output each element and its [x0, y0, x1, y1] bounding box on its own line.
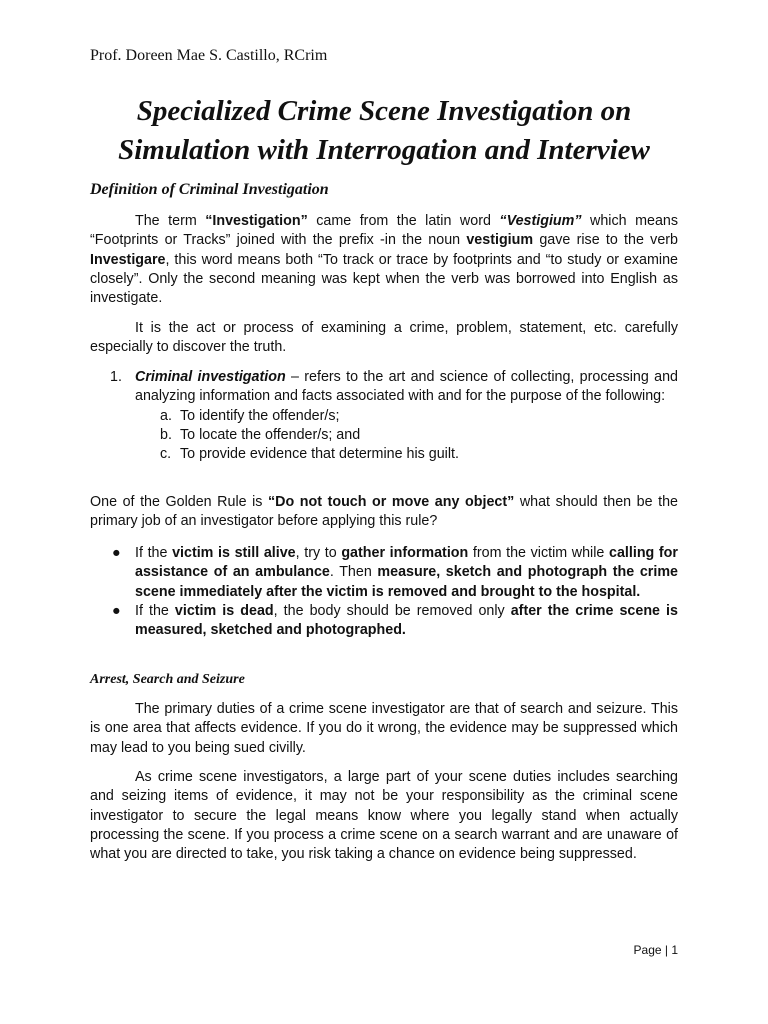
paragraph-act-definition: It is the act or process of examining a crime, problem, statement, etc. carefully especially to discover the truth.	[90, 320, 678, 356]
list-item	[160, 407, 678, 426]
item-text: To locate the offender/s; and	[180, 426, 361, 443]
bullet-item-victim-alive	[110, 544, 678, 602]
section-heading-definition: Definition of Criminal Investigation	[90, 181, 329, 198]
lettered-sublist	[160, 407, 678, 465]
numbered-list	[110, 368, 678, 464]
bold-run: victim is dead	[174, 602, 274, 619]
bold-run: victim is still alive	[172, 545, 296, 561]
bold-golden-rule: “Do not touch or move any object”	[268, 494, 515, 510]
item-letter: c.	[160, 446, 172, 463]
list-item	[160, 445, 678, 464]
paragraph-etymology	[90, 212, 678, 308]
text-run: , try to	[295, 545, 342, 561]
text-run: , the body should be removed only	[273, 602, 511, 619]
bold-run: gather information	[341, 545, 469, 561]
paragraph-golden-rule	[90, 493, 678, 532]
text-run: The term	[135, 213, 206, 229]
paragraph-scene-duties: As crime scene investigators, a large part of your scene duties includes searching and seizing items of evidence, it may not be your responsibility as the criminal scene investigator to secure the legal means know where you legally stand when actually processing the scene. If you process a crime scene on a search warrant and are unaware of what you are directed to take, you risk taking a chance on evidence being suppressed.	[90, 769, 678, 863]
author-name: Prof. Doreen Mae S. Castillo, RCrim	[90, 47, 328, 64]
text-run: If the	[135, 545, 173, 561]
bold-term-investigare: Investigare	[90, 251, 166, 268]
bold-italic-term-vestigium: “Vestigium”	[499, 213, 582, 229]
list-item	[160, 426, 678, 445]
bullet-item-victim-dead	[110, 602, 678, 641]
bold-term-investigation: “Investigation”	[205, 213, 308, 229]
text-run: . Then	[329, 564, 378, 581]
bold-run: measure, sketch and photograph the crime scene immediately after the victim is removed and brought to the hospital.	[135, 564, 678, 600]
term-criminal-investigation: Criminal investigation	[135, 369, 286, 385]
bold-run: after the crime scene is measured, sketched and photographed.	[135, 602, 678, 639]
item-letter: a.	[160, 407, 172, 424]
text-run: gave rise to the verb	[533, 232, 678, 249]
text-run: from the victim while	[468, 545, 609, 561]
text-run: , this word means both “To track or trace by footprints and “to study or examine closely”. Only the second meaning was kept when the verb was borrowed into English as investigate.	[90, 251, 678, 307]
item-text: To provide evidence that determine his guilt.	[180, 446, 459, 463]
bullet-list	[110, 544, 678, 640]
section-heading-arrest: Arrest, Search and Seizure	[90, 672, 245, 687]
bullet-icon: ●	[112, 545, 121, 561]
term-description: – refers to the art and science of collecting, processing and analyzing information and facts associated with and for the purpose of the following:	[135, 369, 678, 405]
bullet-icon: ●	[112, 602, 121, 619]
list-number: 1.	[110, 369, 122, 385]
bold-term-vestigium: vestigium	[466, 232, 534, 249]
document-title	[60, 92, 708, 170]
list-item-criminal-investigation	[135, 368, 678, 464]
paragraph-primary-duties: The primary duties of a crime scene investigator are that of search and seizure. This is one area that affects evidence. If you do it wrong, the evidence may be suppressed which may lead to you being sued civilly.	[90, 701, 678, 756]
item-letter: b.	[160, 426, 172, 443]
text-run: came from the latin word	[307, 213, 500, 229]
bold-run: calling for assistance of an ambulance	[135, 545, 678, 581]
text-run: what should then be the primary job of an investigator before applying this rule?	[90, 494, 678, 530]
text-run: One of the Golden Rule is	[90, 494, 269, 510]
page-number: Page | 1	[633, 943, 678, 957]
title-line-1: Specialized Crime Scene Investigation on	[136, 95, 632, 127]
text-run: If the	[135, 602, 175, 619]
title-line-2: Simulation with Interrogation and Interview	[118, 134, 650, 166]
item-text: To identify the offender/s;	[180, 407, 340, 424]
text-run: which means “Footprints or Tracks” joined with the prefix -in the noun	[90, 213, 678, 249]
